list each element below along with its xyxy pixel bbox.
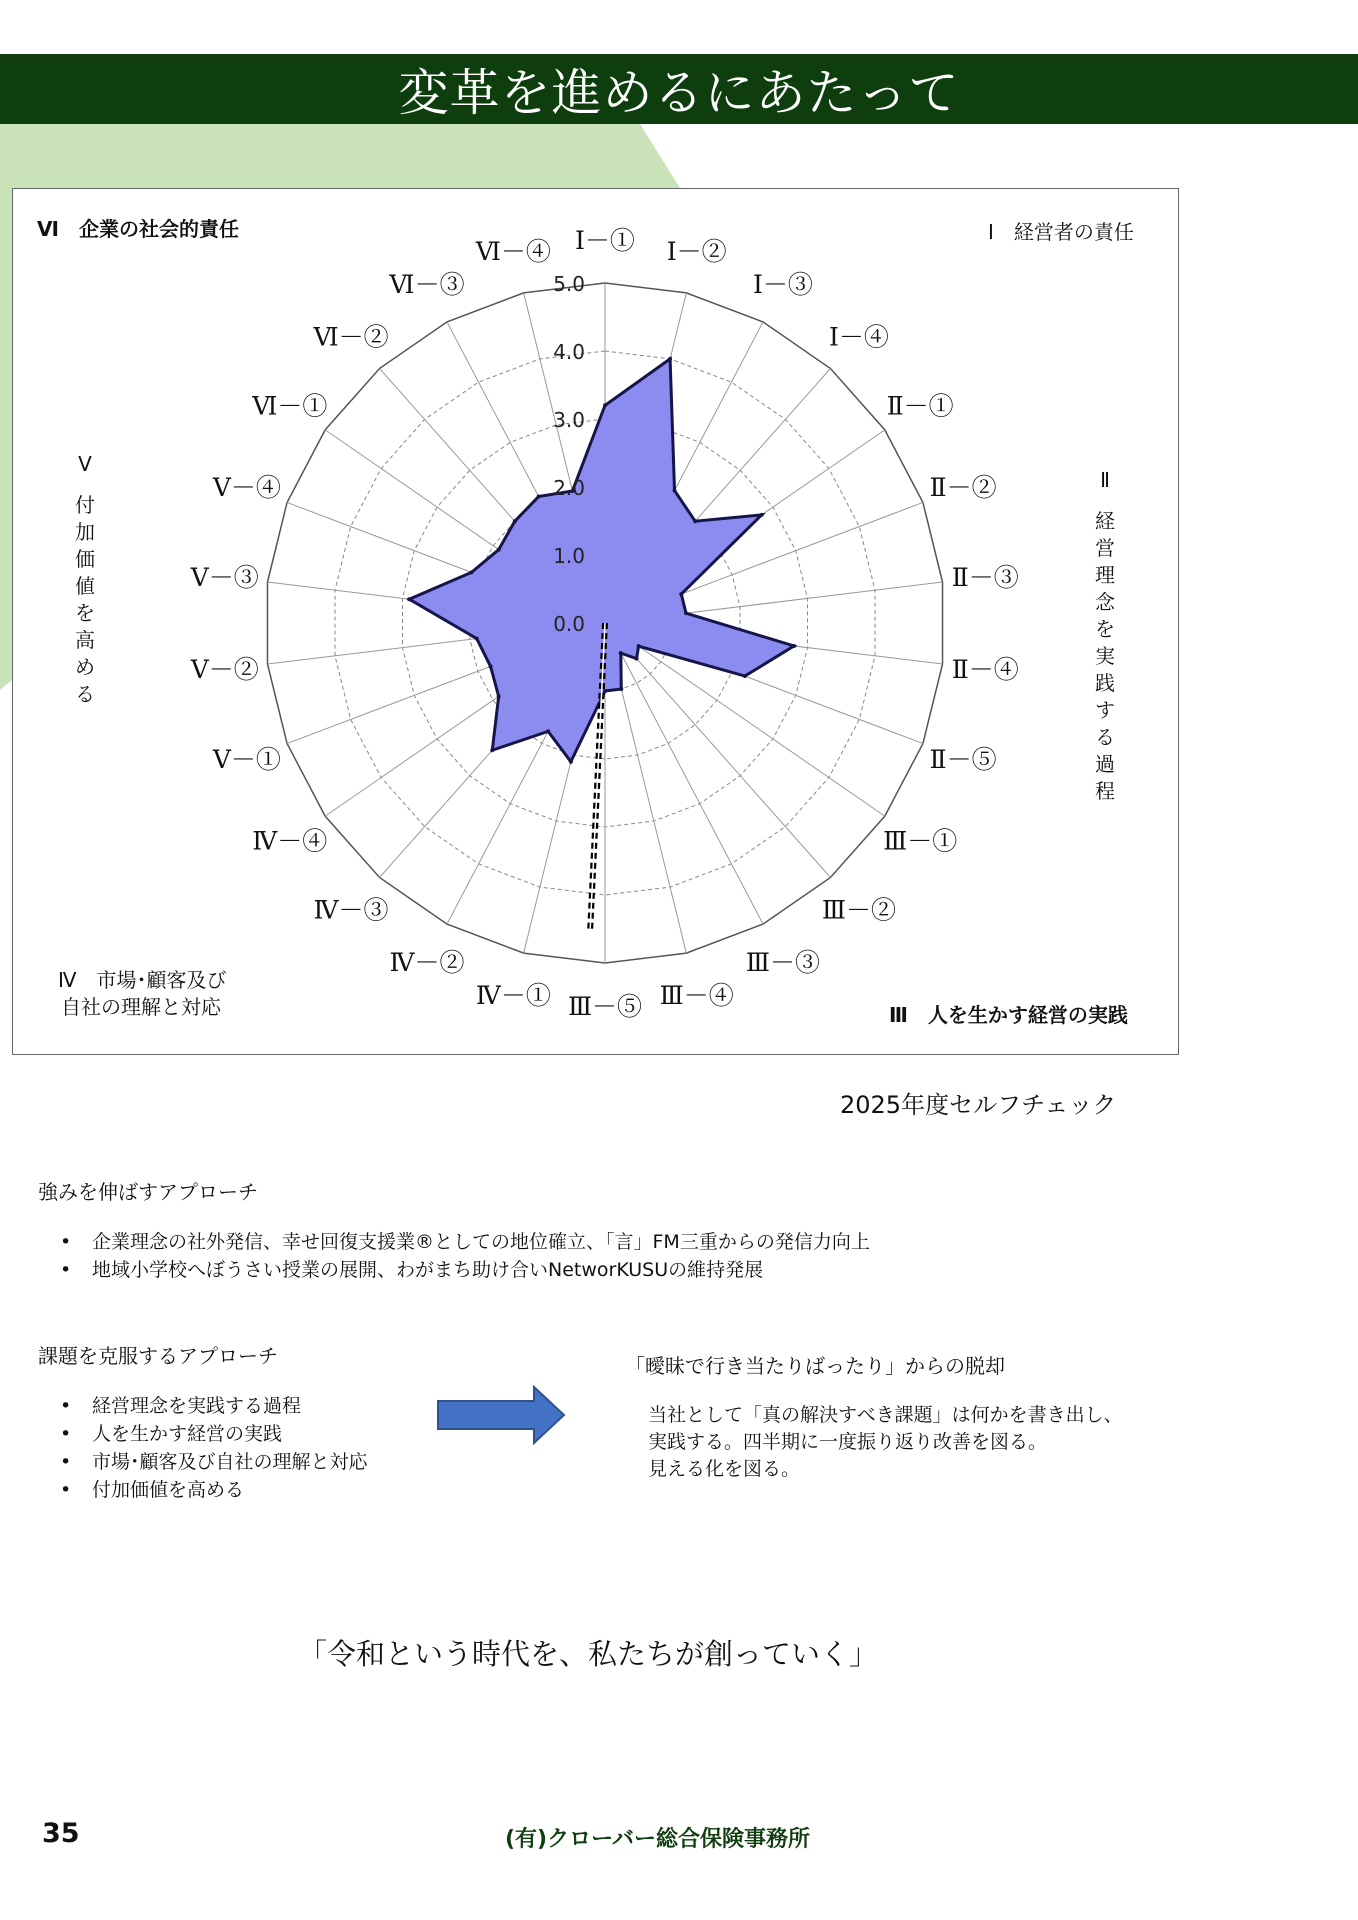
quadrant-title-iv-line1: Ⅳ 市場･顧客及び [58,968,227,992]
vertical-char: 念 [1095,590,1115,614]
quadrant-title-iv-line2: 自社の理解と対応 [61,995,221,1019]
slogan: 「令和という時代を、私たちが創っていく」 [298,1637,879,1671]
vertical-char: 践 [1095,671,1115,695]
strengths-list [40,1228,870,1284]
company-name: (有)クローバー総合保険事務所 [505,1827,811,1852]
data-point [668,357,672,361]
page-title: 変革を進めるにあたって [398,64,960,122]
quadrant-numeral: Ⅴ [78,452,92,476]
category-label: Ⅰ－① [575,226,635,255]
data-point [407,597,411,601]
data-point [546,729,550,733]
vertical-char: 価 [75,547,95,571]
quadrant-title-iii: Ⅲ 人を生かす経営の実践 [889,1003,1128,1027]
category-label: Ⅰ－② [666,237,727,267]
escape-line: 見える化を図る。 [648,1458,801,1480]
data-point [684,611,688,615]
data-point [603,689,607,693]
tick-label: 3.0 [553,408,585,432]
data-point [475,637,479,641]
page-number: 35 [42,1818,80,1849]
list-item: • 付加価値を高める [40,1476,368,1504]
challenges-heading: 課題を克服するアプローチ [38,1344,278,1368]
right-arrow-icon [436,1385,566,1445]
tick-label: 0.0 [553,612,585,636]
strengths-heading: 強みを伸ばすアプローチ [38,1180,258,1204]
vertical-char: を [1095,617,1115,641]
category-label: Ⅰ－④ [829,322,889,352]
quadrant-title-i: Ⅰ 経営者の責任 [988,220,1134,244]
list-item: • 市場･顧客及び自社の理解と対応 [40,1448,368,1476]
vertical-char: る [1095,725,1115,749]
data-point [569,760,573,764]
chart-caption: 2025年度セルフチェック [840,1091,1117,1119]
quadrant-title-ii-vertical [1093,467,1117,805]
category-label: Ⅱ－③ [951,562,1019,592]
data-point [469,570,473,574]
radar-chart [13,189,1178,1054]
quadrant-title-v-vertical [73,451,97,708]
tick-label: 5.0 [553,272,585,296]
data-point [603,403,607,407]
category-label: Ⅴ－② [190,655,259,685]
vertical-char: 経 [1095,509,1115,533]
list-item: • 地域小学校へぼうさい授業の展開、わがまち助け合いNetworKUSUの維持発展 [40,1256,870,1284]
vertical-char: 理 [1095,563,1115,587]
category-label: Ⅲ－② [821,895,897,925]
vertical-char: 過 [1095,752,1115,776]
category-label: Ⅱ－① [886,391,954,421]
list-item: • 経営理念を実践する過程 [40,1392,368,1420]
vertical-char: 実 [1095,644,1115,668]
tick-label: 4.0 [553,340,585,364]
category-label: Ⅵ－④ [475,237,551,267]
vertical-char: 高 [75,628,95,652]
data-point [673,489,677,493]
category-label: Ⅲ－④ [659,980,734,1010]
data-point [693,519,697,523]
category-label: Ⅴ－④ [212,473,281,503]
data-point [537,495,541,499]
data-point [760,513,764,517]
data-point [635,657,639,661]
vertical-char: る [75,682,95,706]
category-label: Ⅵ－③ [389,269,465,299]
vertical-char: す [1095,698,1115,722]
data-point [497,548,501,552]
vertical-char: 程 [1095,779,1115,803]
vertical-char: 付 [75,493,95,517]
category-label: Ⅰ－③ [753,269,813,299]
quadrant-numeral: Ⅱ [1100,468,1110,492]
data-point [619,687,623,691]
category-label: Ⅵ－② [313,322,389,352]
escape-body [648,1402,1123,1483]
category-label: Ⅲ－⑤ [567,992,643,1021]
data-point [490,748,494,752]
category-label: Ⅱ－⑤ [929,744,997,774]
category-label: Ⅳ－② [389,948,465,978]
list-item: • 企業理念の社外発信、幸せ回復支援業®としての地位確立、「言」FM三重からの発信力向上 [40,1228,870,1256]
data-point [513,519,517,523]
category-label: Ⅴ－③ [190,562,259,592]
vertical-char: 営 [1095,536,1115,560]
tick-label: 1.0 [553,544,585,568]
category-label: Ⅴ－① [212,744,281,774]
escape-line: 実践する。四半期に一度振り返り改善を図る。 [648,1431,1048,1453]
vertical-char: め [75,655,95,679]
data-point [619,651,623,655]
category-label: Ⅲ－③ [745,948,821,978]
data-point [743,674,747,678]
category-label: Ⅳ－③ [313,895,389,925]
escape-line: 当社として「真の解決すべき課題」は何かを書き出し、 [648,1404,1123,1426]
category-label: Ⅱ－④ [951,655,1019,685]
vertical-char: を [75,601,95,625]
tick-label: 2.0 [553,476,585,500]
category-label: Ⅵ－① [252,391,328,421]
data-point [637,644,641,648]
vertical-char: 値 [75,574,95,598]
escape-heading: 「曖昧で行き当たりばったり」からの脱却 [625,1354,1005,1378]
category-label: Ⅲ－① [883,826,958,856]
radar-chart-panel [12,188,1179,1055]
data-point [679,592,683,596]
category-label: Ⅳ－① [475,980,551,1010]
category-label: Ⅳ－④ [252,826,328,856]
list-item: • 人を生かす経営の実践 [40,1420,368,1448]
category-label: Ⅱ－② [929,473,997,503]
data-point [489,664,493,668]
vertical-char: 加 [75,520,95,544]
title-bar [0,54,1358,124]
data-point [497,694,501,698]
quadrant-title-vi: Ⅵ 企業の社会的責任 [37,217,239,241]
challenges-list [40,1392,368,1504]
data-point [792,644,796,648]
